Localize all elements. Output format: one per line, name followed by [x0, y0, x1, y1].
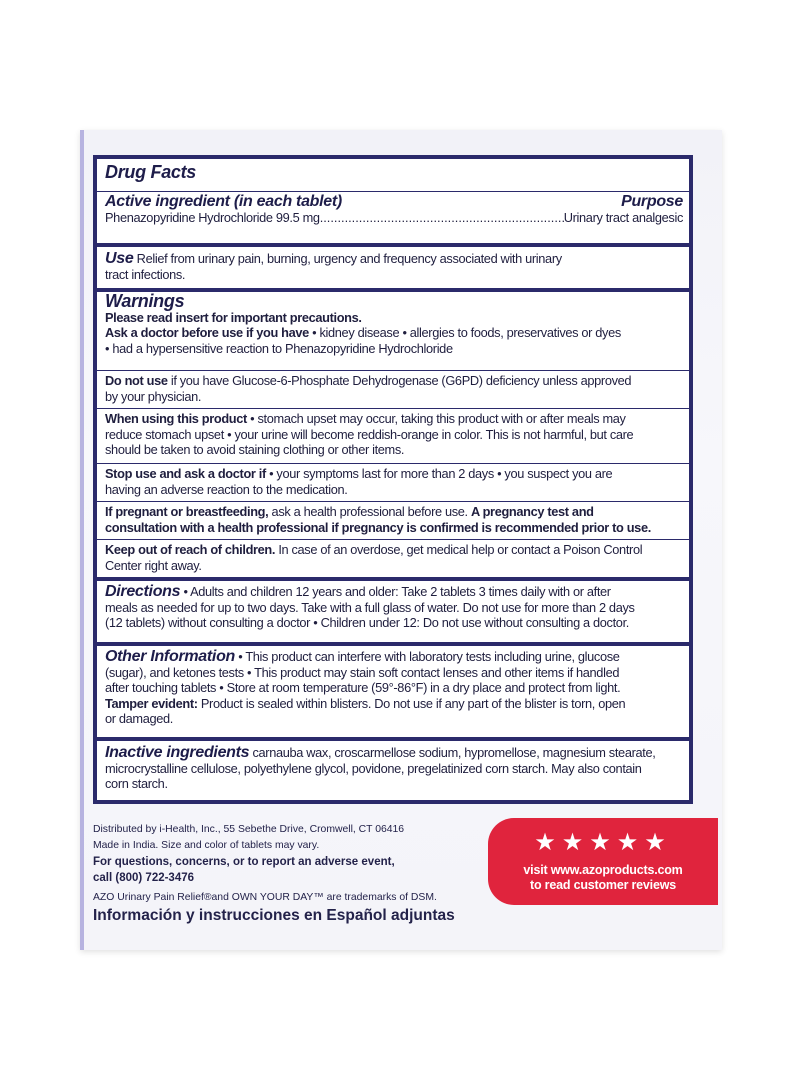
inactive-ingredients-section — [97, 737, 689, 791]
keep-out-section — [97, 539, 689, 573]
when-using-text-cont: reduce stomach upset • your urine will become reddish-orange in color. This is not harmful, but care — [105, 426, 634, 442]
ask-doctor-text-cont: • had a hypersensitive reaction to Phenazopyridine Hydrochloride — [105, 340, 453, 356]
do-not-use-text: if you have Glucose-6-Phosphate Dehydrogenase (G6PD) deficiency unless approved — [167, 373, 632, 388]
leader-dots — [320, 210, 564, 226]
keep-out-text-cont: Center right away. — [105, 557, 202, 573]
phone-number: call (800) 722-3476 — [93, 872, 195, 884]
footer — [93, 822, 455, 925]
other-information-text: • This product can interfere with laboratory tests including urine, glucose — [235, 649, 620, 664]
questions-text: For questions, concerns, or to report an adverse event, — [93, 856, 395, 868]
stop-use-text-cont: having an adverse reaction to the medication. — [105, 481, 348, 497]
directions-text-end: (12 tablets) without consulting a doctor • Children under 12: Do not use without consulting a doctor. — [105, 615, 629, 630]
promo-caption: to read customer reviews — [530, 878, 676, 892]
other-information-text-line3: after touching tablets • Store at room temperature (59°-86°F) in a dry place and protect from light. — [105, 680, 621, 695]
use-heading: Use — [105, 250, 134, 267]
directions-text-cont: meals as needed for up to two days. Take with a full glass of water. Do not use for more than 2 days — [105, 599, 635, 615]
drug-facts-title: Drug Facts — [105, 162, 197, 182]
distributed-by: Distributed by i-Health, Inc., 55 Sebethe Drive, Cromwell, CT 06416 — [93, 824, 405, 835]
do-not-use-text-cont: by your physician. — [105, 388, 202, 404]
warnings-heading: Warnings — [105, 291, 185, 311]
use-text-cont: tract infections. — [105, 266, 186, 282]
active-ingredient-section — [97, 191, 689, 225]
when-using-text-end: should be taken to avoid staining clothing or other items. — [105, 442, 405, 457]
inactive-ingredients-heading: Inactive ingredients — [105, 744, 250, 761]
pregnant-label: If pregnant or breastfeeding, — [105, 504, 269, 519]
spanish-notice: Información y instrucciones en Español adjuntas — [93, 907, 455, 924]
reviews-promo[interactable] — [488, 818, 718, 905]
do-not-use-label: Do not use — [105, 373, 168, 388]
directions-heading: Directions — [105, 583, 181, 600]
drug-facts-header — [105, 162, 683, 182]
other-information-text-cont: (sugar), and ketones tests • This product may stain soft contact lenses and other items if handled — [105, 664, 620, 680]
keep-out-text: In case of an overdose, get medical help or contact a Poison Control — [275, 542, 643, 557]
inactive-ingredients-text: carnauba wax, croscarmellose sodium, hypromellose, magnesium stearate, — [249, 745, 656, 760]
inactive-ingredients-text-end: corn starch. — [105, 776, 168, 791]
keep-out-label: Keep out of reach of children. — [105, 542, 276, 557]
purpose-heading: Purpose — [621, 193, 683, 210]
directions-section — [97, 577, 689, 630]
do-not-use-section — [97, 370, 689, 404]
made-in: Made in India. Size and color of tablets may vary. — [93, 840, 320, 851]
inactive-ingredients-text-cont: microcrystalline cellulose, polyethylene glycol, povidone, pregelatinized corn starch. May also contain — [105, 760, 642, 776]
promo-url[interactable]: visit www.azoproducts.com — [523, 863, 683, 877]
active-ingredient-heading: Active ingredient (in each tablet) — [105, 193, 342, 210]
pregnant-bold-text: A pregnancy test and — [470, 504, 594, 519]
when-using-label: When using this product — [105, 411, 247, 426]
tamper-text-cont: or damaged. — [105, 711, 174, 726]
stop-use-section — [97, 463, 689, 497]
directions-text: • Adults and children 12 years and older: Take 2 tablets 3 times daily with or after — [180, 584, 611, 599]
pregnancy-section — [97, 501, 689, 535]
insert-notice: Please read insert for important precautions. — [105, 309, 362, 325]
ask-doctor-label: Ask a doctor before use if you have — [105, 325, 309, 340]
pregnant-bold-text-cont: consultation with a health professional if pregnancy is confirmed is recommended prior to use. — [105, 519, 651, 535]
ask-doctor-text: • kidney disease • allergies to foods, preservatives or dyes — [308, 325, 621, 340]
use-section — [97, 243, 689, 282]
other-information-heading: Other Information — [105, 648, 236, 665]
drug-facts-panel — [93, 155, 693, 804]
use-text: Relief from urinary pain, burning, urgency and frequency associated with urinary — [136, 251, 562, 266]
warnings-section — [97, 288, 689, 356]
tamper-text: Product is sealed within blisters. Do not use if any part of the blister is torn, open — [197, 695, 626, 711]
pregnant-text: ask a health professional before use. — [268, 504, 471, 519]
ingredient-name: Phenazopyridine Hydrochloride 99.5 mg — [105, 209, 320, 225]
star-rating-icon: ★★★★★ — [534, 829, 672, 856]
tamper-label: Tamper evident: — [105, 695, 198, 711]
trademarks: AZO Urinary Pain Relief®and OWN YOUR DAY™ are trademarks of DSM. — [93, 892, 437, 903]
stop-use-label: Stop use and ask a doctor if — [105, 466, 266, 481]
when-using-text: • stomach upset may occur, taking this product with or after meals may — [246, 411, 626, 426]
when-using-section — [97, 408, 689, 457]
other-information-section — [97, 642, 689, 726]
stop-use-text: • your symptoms last for more than 2 days • you suspect you are — [265, 466, 613, 481]
ingredient-purpose: Urinary tract analgesic — [563, 209, 683, 225]
ingredient-row — [105, 210, 683, 226]
